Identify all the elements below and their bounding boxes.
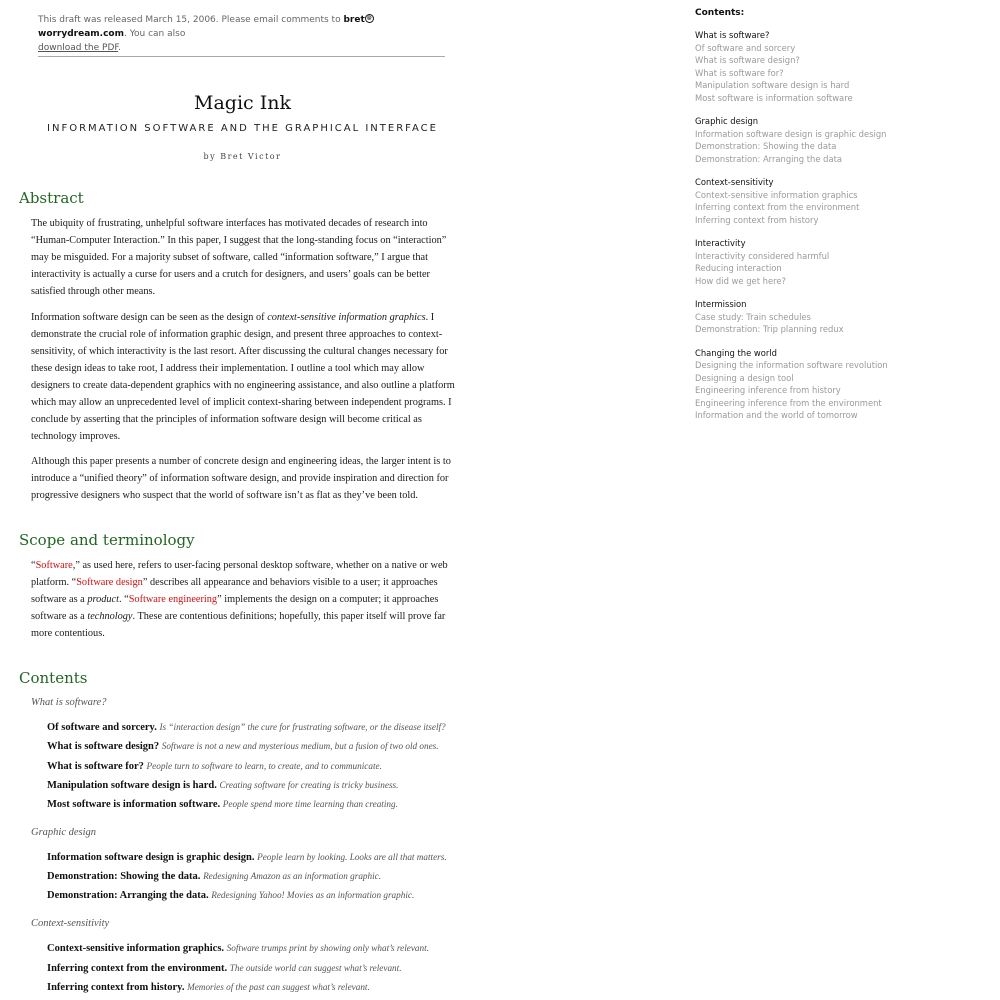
sidebar-group xyxy=(695,176,985,226)
sidebar-group-head[interactable]: Graphic design xyxy=(695,116,759,126)
scope-paragraph: “Software,” as used here, refers to user-facing personal desktop software, whether on a native or web platform. “Software design” describes all appearance and behaviors visible to a user; it approaches software as a product. “Software engineering” implements the design on a computer; it approaches software as a technology. These are contentious definitions; hopefully, this paper itself will prove far more contentious. xyxy=(31,560,448,639)
contents-item[interactable]: Of software and sorcery. Is “interaction design” the cure for frustrating software, or the disease itself? xyxy=(47,722,446,733)
sidebar-link[interactable]: Inferring context from the environment xyxy=(695,202,860,212)
email-link[interactable]: bret @worrydream.com xyxy=(38,15,372,39)
contents-heading: Contents xyxy=(19,669,88,687)
sidebar-group-head[interactable]: Context-sensitivity xyxy=(695,177,774,187)
sidebar-group xyxy=(695,298,985,336)
sidebar-link[interactable]: How did we get here? xyxy=(695,275,786,286)
sidebar-group xyxy=(695,115,985,165)
sidebar-link[interactable]: Of software and sorcery xyxy=(695,42,796,53)
abstract-paragraph-3: Although this paper presents a number of concrete design and engineering ideas, the larger intent is to introduce a “unified theory” of information software design, and provide inspiration and direction for progressive designers who suspect that the world of software isn’t as flat as they’ve been told. xyxy=(31,456,451,501)
contents-item[interactable]: Most software is information software. People spend more time learning than creating. xyxy=(47,799,398,810)
sidebar-link[interactable]: Information and the world of tomorrow xyxy=(695,410,858,420)
contents-group-title: Context-sensitivity xyxy=(31,918,110,929)
contents-item[interactable]: Demonstration: Arranging the data. Redesigning Yahoo! Movies as an information graphic. xyxy=(47,890,415,901)
contents-item[interactable]: Information software design is graphic design. People learn by looking. Looks are all that matters. xyxy=(47,852,447,863)
contents-item[interactable]: What is software for? People turn to software to learn, to create, and to communicate. xyxy=(47,761,382,772)
sidebar-group-head[interactable]: Interactivity xyxy=(695,238,746,248)
sidebar-link[interactable]: Engineering inference from history xyxy=(695,385,841,395)
sidebar-link[interactable]: Designing the information software revolution xyxy=(695,360,888,370)
sidebar-link[interactable]: Interactivity considered harmful xyxy=(695,250,830,261)
sidebar-contents xyxy=(695,8,985,433)
software-design-link[interactable]: Software design xyxy=(76,577,143,588)
release-notice: This draft was released March 15, 2006. Please email comments to bret @worrydream.com. You can also download the PDF. xyxy=(38,15,372,53)
download-pdf-link[interactable]: download the PDF xyxy=(38,43,119,53)
sidebar-link[interactable]: Engineering inference from the environment xyxy=(695,397,882,408)
contents-item[interactable]: Inferring context from the environment. The outside world can suggest what’s relevant. xyxy=(47,963,402,974)
author-byline: by Bret Victor xyxy=(203,152,282,161)
abstract-paragraph-2: Information software design can be seen as the design of context-sensitive information graphics. I demonstrate the crucial role of information graphic design, and present three approaches to context-sensitivity, of which interactivity is the last resort. After discussing the cultural changes necessary for these design ideas to take root, I address their implementation. I outline a tool which may allow designers to create data-dependent graphics with no engineering assistance, and also outline a platform which may allow an unprecedented level of implicit context-sharing between independent programs. I conclude by asserting that the principles of information software design will become critical as technology improves. xyxy=(31,312,455,442)
sidebar-group xyxy=(695,29,985,104)
contents-item[interactable]: Inferring context from history. Memories of the past can suggest what’s relevant. xyxy=(47,982,370,993)
abstract-heading: Abstract xyxy=(19,189,84,207)
sidebar-group-head[interactable]: Changing the world xyxy=(695,347,777,358)
abstract-paragraph-1: The ubiquity of frustrating, unhelpful software interfaces has motivated decades of research into “Human-Computer Interaction.” In this paper, I suggest that the long-standing focus on “interaction” may be misguided. For a majority subset of software, called “information software,” I argue that interactivity is actually a curse for users and a crutch for designers, and users’ goals can be better satisfied through other means. xyxy=(31,218,447,297)
sidebar-group-head[interactable]: What is software? xyxy=(695,30,770,40)
contents-item[interactable]: Manipulation software design is hard. Creating software for creating is tricky business. xyxy=(47,780,399,791)
sidebar-link[interactable]: Most software is information software xyxy=(695,92,853,103)
contents-item[interactable]: What is software design? Software is not a new and mysterious medium, but a fusion of two old ones. xyxy=(47,741,439,752)
sidebar-link[interactable]: What is software for? xyxy=(695,67,784,78)
sidebar-link[interactable]: Reducing interaction xyxy=(695,263,782,273)
contents-item[interactable]: Context-sensitive information graphics. Software trumps print by showing only what’s relevant. xyxy=(47,943,429,954)
sidebar-link[interactable]: What is software design? xyxy=(695,55,800,65)
horizontal-divider xyxy=(38,56,445,57)
scope-heading: Scope and terminology xyxy=(19,531,195,549)
sidebar-link[interactable]: Demonstration: Trip planning redux xyxy=(695,324,844,334)
sidebar-title: Contents: xyxy=(695,8,745,18)
sidebar-link[interactable]: Context-sensitive information graphics xyxy=(695,189,858,200)
sidebar-group xyxy=(695,347,985,422)
sidebar-group xyxy=(695,237,985,287)
contents-group-title: Graphic design xyxy=(31,827,97,838)
at-icon: @ xyxy=(366,15,372,21)
contents-group-title: What is software? xyxy=(31,697,107,708)
sidebar-link[interactable]: Manipulation software design is hard xyxy=(695,80,850,90)
sidebar-link[interactable]: Inferring context from history xyxy=(695,214,819,225)
sidebar-link[interactable]: Designing a design tool xyxy=(695,372,794,383)
page-subtitle: INFORMATION SOFTWARE AND THE GRAPHICAL INTERFACE xyxy=(47,123,438,134)
sidebar-link[interactable]: Information software design is graphic design xyxy=(695,128,887,139)
sidebar-group-head[interactable]: Intermission xyxy=(695,299,747,309)
software-engineering-link[interactable]: Software engineering xyxy=(128,594,218,605)
sidebar-link[interactable]: Case study: Train schedules xyxy=(695,311,811,322)
software-link[interactable]: Software xyxy=(35,560,73,571)
contents-item[interactable]: Demonstration: Showing the data. Redesigning Amazon as an information graphic. xyxy=(47,871,382,882)
sidebar-link[interactable]: Demonstration: Arranging the data xyxy=(695,153,843,164)
sidebar-link[interactable]: Demonstration: Showing the data xyxy=(695,141,837,151)
page-title: Magic Ink xyxy=(194,92,291,114)
